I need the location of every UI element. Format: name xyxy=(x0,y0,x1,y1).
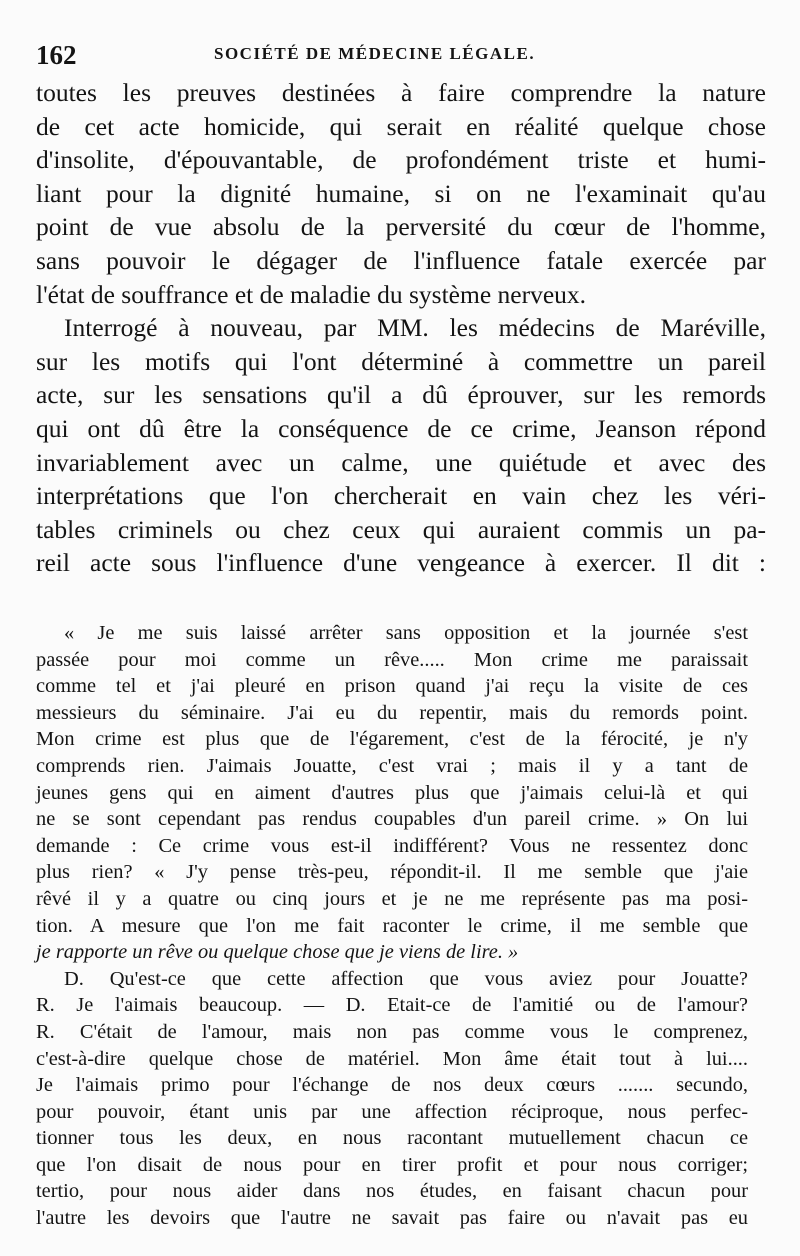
quote-line: R. Je l'aimais beaucoup. — D. Etait-ce de l'amitié ou de l'amour? xyxy=(36,994,748,1017)
quote-line: comprends rien. J'aimais Jouatte, c'est vrai ; mais il y a tant de xyxy=(36,754,748,777)
quote-line: Mon crime est plus que de l'égarement, c'est de la férocité, je n'y xyxy=(36,728,748,751)
quote-line: Je l'aimais primo pour l'échange de nos deux cœurs ....... secundo, xyxy=(36,1074,748,1097)
text-line: de cet acte homicide, qui serait en réalité quelque chose xyxy=(36,111,766,141)
quote-line: que l'on disait de nous pour en tirer profit et pour nous corriger; xyxy=(36,1153,748,1176)
text-line: liant pour la dignité humaine, si on ne l'examinait qu'au xyxy=(36,178,766,208)
quote-line: tion. A mesure que l'on me fait raconter le crime, il me semble que xyxy=(36,914,748,937)
text-line: d'insolite, d'épouvantable, de profondément triste et humi- xyxy=(36,145,766,175)
text-line: toutes les preuves destinées à faire comprendre la nature xyxy=(36,78,766,107)
running-title: SOCIÉTÉ DE MÉDECINE LÉGALE. xyxy=(214,44,536,63)
quote-line: c'est-à-dire quelque chose de matériel. Mon âme était tout à lui.... xyxy=(36,1047,748,1070)
quote-line: je rapporte un rêve ou quelque chose que je viens de lire. » xyxy=(36,941,519,964)
page-header xyxy=(36,40,748,70)
quote-line: pour pouvoir, étant unis par une affection réciproque, nous perfec- xyxy=(36,1100,748,1123)
quote-line: jeunes gens qui en aiment d'autres plus que j'aimais celui-là et qui xyxy=(36,781,748,804)
text-line: tables criminels ou chez ceux qui auraient commis un pa- xyxy=(36,514,766,544)
quote-line: demande : Ce crime vous est-il indifférent? Vous ne ressentez donc xyxy=(36,834,748,857)
text-line: acte, sur les sensations qu'il a dû éprouver, sur les remords xyxy=(36,380,766,410)
text-line: interprétations que l'on chercherait en vain chez les véri- xyxy=(36,481,766,511)
page-number: 162 xyxy=(36,40,77,70)
text-line: invariablement avec un calme, une quiétude et avec des xyxy=(36,447,766,477)
quote-line: passée pour moi comme un rêve..... Mon crime me paraissait xyxy=(36,648,748,671)
quote-line: « Je me suis laissé arrêter sans opposition et la journée s'est xyxy=(64,622,748,644)
main-paragraphs xyxy=(36,76,766,580)
quote-line: comme tel et j'ai pleuré en prison quand j'ai reçu la visite de ces xyxy=(36,675,748,698)
quote-line: R. C'était de l'amour, mais non pas comme vous le comprenez, xyxy=(36,1020,748,1043)
text-line: point de vue absolu de la perversité du cœur de l'homme, xyxy=(36,212,766,242)
text-line: sur les motifs qui l'ont déterminé à commettre un pareil xyxy=(36,346,766,376)
quote-line: tertio, pour nous aider dans nos études, en faisant chacun pour xyxy=(36,1180,748,1203)
text-line: reil acte sous l'influence d'une vengeance à exercer. Il dit : xyxy=(36,548,766,578)
text-line: sans pouvoir le dégager de l'influence fatale exercée par xyxy=(36,245,766,275)
text-line: Interrogé à nouveau, par MM. les médecins de Maréville, xyxy=(64,313,766,343)
quote-line: tionner tous les deux, en nous racontant mutuellement chacun ce xyxy=(36,1127,748,1150)
text-line: qui ont dû être la conséquence de ce crime, Jeanson répond xyxy=(36,413,766,443)
quote-line: l'autre les devoirs que l'autre ne savait pas faire ou n'avait pas eu xyxy=(36,1207,748,1230)
quote-line: plus rien? « J'y pense très-peu, répondit-il. Il me semble que j'aie xyxy=(36,861,748,884)
quote-line: messieurs du séminaire. J'ai eu du repentir, mais du remords point. xyxy=(36,701,748,724)
text-line: l'état de souffrance et de maladie du système nerveux. xyxy=(36,279,587,309)
quote-line: D. Qu'est-ce que cette affection que vous aviez pour Jouatte? xyxy=(64,967,748,990)
quotation-block xyxy=(36,620,748,1232)
quote-line: ne se sont cependant pas rendus coupables d'un pareil crime. » On lui xyxy=(36,808,748,831)
quote-line: rêvé il y a quatre ou cinq jours et je ne me représente pas ma posi- xyxy=(36,887,748,910)
